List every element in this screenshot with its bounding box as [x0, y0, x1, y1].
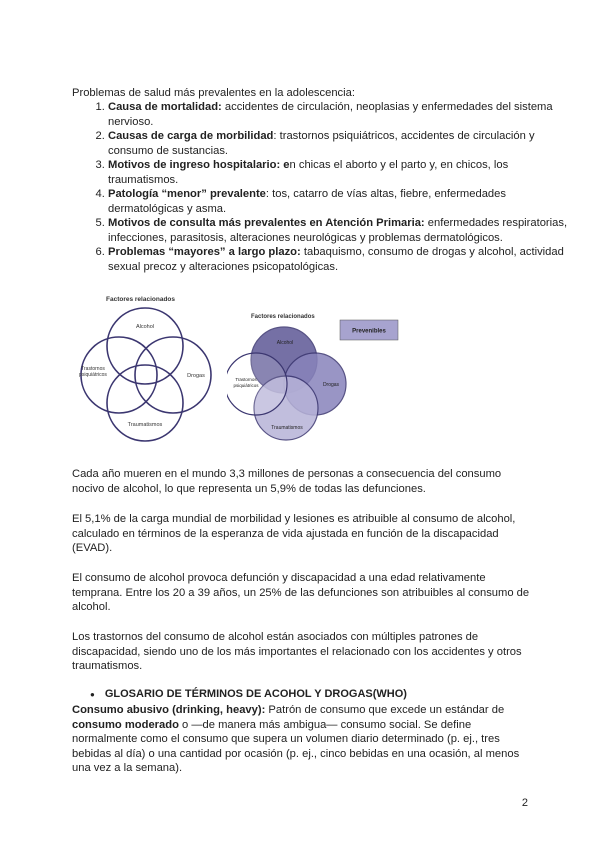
intro-text: Problemas de salud más prevalentes en la adolescencia:	[72, 87, 355, 99]
label-traumatismos: Traumatismos	[127, 422, 163, 428]
paragraph: Cada año mueren en el mundo 3,3 millones de personas a consecuencia del consumo nocivo de alcohol, lo que representa un 5,9% de todas las defunciones.	[72, 468, 502, 495]
list-item: 5. Motivos de consulta más prevalentes en Atención Primaria: enfermedades respiratorias, infecciones, parasitosis, alteraciones neurológicas y problemas dermatológicos.	[108, 216, 568, 245]
glossary-definition: Consumo abusivo (drinking, heavy): Patrón de consumo que excede un estándar de consumo moderado o —de manera más ambigua— consumo social. Se define normalmente como el consumo que supera un volumen diario determinado (p. ej., tres bebidas al día) o una cantidad por ocasión (p. ej., cinco bebidas en una ocasión, al menos una vez a la semana).	[72, 704, 520, 774]
label-trastornos: Trastornos psiquiátricos	[233, 377, 259, 388]
label-traumatismos: Traumatismos	[271, 425, 303, 431]
list-item: 1. Causa de mortalidad: accidentes de circulación, neoplasias y enfermedades del sistema nervioso.	[108, 100, 568, 129]
circle-alcohol	[107, 308, 183, 384]
venn-diagrams	[72, 286, 532, 446]
label-alcohol: Alcohol	[276, 340, 294, 346]
venn-diagram-shaded	[227, 304, 407, 464]
list-item: 4. Patología “menor” prevalente: tos, catarro de vías altas, fiebre, enfermedades dermatológicas y asma.	[108, 187, 568, 216]
glossary-heading: ● GLOSARIO DE TÉRMINOS DE ACOHOL Y DROGAS(WHO)	[90, 688, 407, 700]
label-drogas: Drogas	[187, 373, 205, 379]
diagram1-title: Factores relacionados	[106, 296, 175, 303]
list-item: 3. Motivos de ingreso hospitalario: en chicas el aborto y el parto y, en chicos, los traumatismos.	[108, 158, 568, 187]
bullet-icon: ●	[90, 690, 95, 699]
venn-diagram-outline	[72, 286, 222, 446]
list-item: 6. Problemas “mayores” a largo plazo: tabaquismo, consumo de drogas y alcohol, actividad sexual precoz y alteraciones psicopatológicas.	[108, 245, 568, 274]
list-item: 2. Causas de carga de morbilidad: trastornos psiquiátricos, accidentes de circulación y consumo de sustancias.	[108, 129, 568, 158]
health-problems-list	[72, 100, 568, 274]
paragraph: El 5,1% de la carga mundial de morbilidad y lesiones es atribuible al consumo de alcohol, calculado en términos de la esperanza de vida ajustada en función de la discapacidad (EVAD).	[72, 513, 516, 554]
label-alcohol: Alcohol	[135, 324, 155, 330]
diagram2-title: Factores relacionados	[251, 314, 315, 320]
page-number: 2	[521, 797, 528, 809]
label-drogas: Drogas	[322, 382, 340, 388]
paragraph: Los trastornos del consumo de alcohol están asociados con múltiples patrones de discapacidad, siendo uno de los más importantes el relacionado con los accidentes y otros traumatismos.	[72, 631, 522, 672]
paragraph: El consumo de alcohol provoca defunción y discapacidad a una edad relativamente temprana. Entre los 20 a 39 años, un 25% de las defunciones son atribuibles al consumo de alcohol.	[72, 572, 530, 613]
label-trastornos: Trastornos psiquiátricos	[79, 366, 107, 378]
legend-label: Prevenibles	[352, 328, 386, 335]
